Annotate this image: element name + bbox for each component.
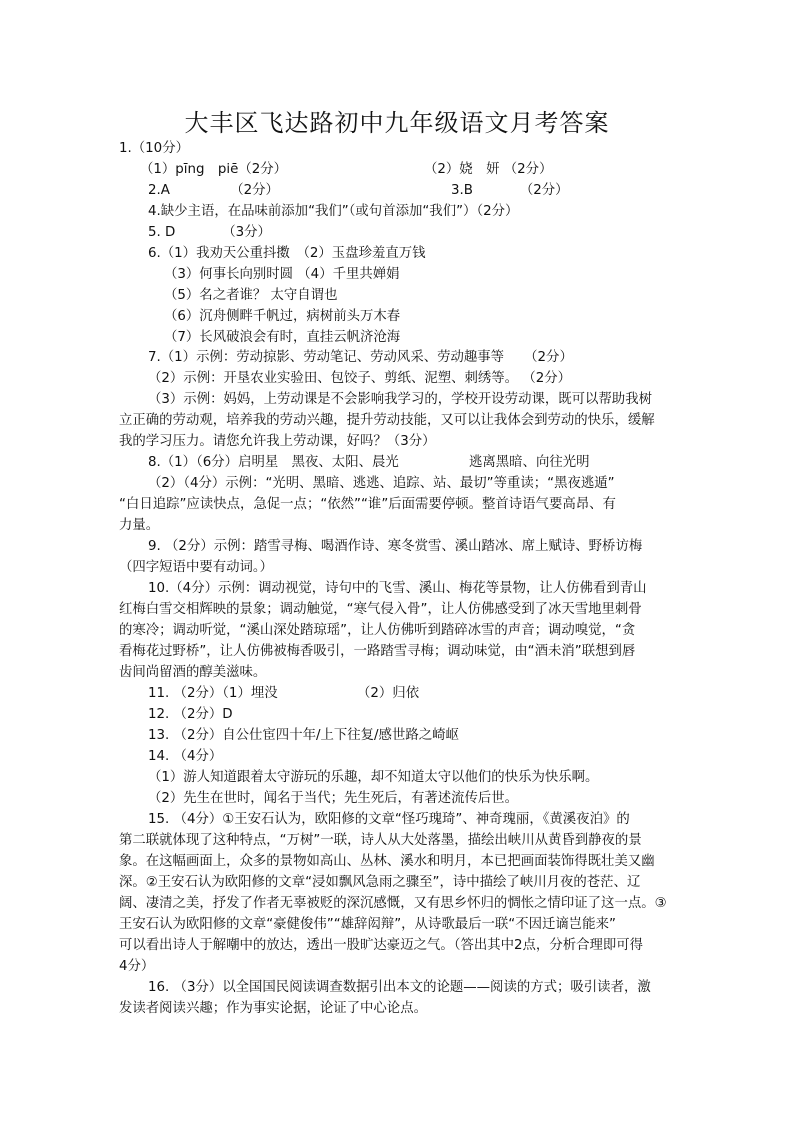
answer-line: 深。②王安石认为欧阳修的文章“浸如飘风急雨之骤至”，诗中描绘了峡川月夜的苍茫、辽 xyxy=(119,875,641,890)
answer-line: 15. （4分）①王安石认为，欧阳修的文章“怪巧瑰琦”、神奇瑰丽，《黄溪夜泊》的 xyxy=(148,812,630,827)
answer-line: （6）沉舟侧畔千帆过，病树前头万木春 xyxy=(164,309,401,324)
answer-line: （1）pīng piē（2分） xyxy=(140,162,288,177)
answer-line: “白日追踪”应读快点，急促一点；“依然”“谁”后面需要停顿。整首诗语气要高昂、有 xyxy=(119,497,616,512)
answer-line: 看梅花过野桥”，让人仿佛被梅香吸引，一路踏雪寻梅；调动味觉，由“酒未消”联想到唇 xyxy=(119,644,636,659)
answer-line: 9. （2分）示例：踏雪寻梅、喝酒作诗、寒冬赏雪、溪山踏冰、席上赋诗、野桥访梅 xyxy=(148,539,643,554)
answer-line: 逃离黑暗、向往光明 xyxy=(469,455,590,470)
answer-line: 16. （3分）以全国国民阅读调查数据引出本文的论题——阅读的方式；吸引读者，激 xyxy=(148,980,651,995)
answer-line: （2）（4分）示例：“光明、黑暗、逃逃、追踪、站、最切”等重读；“黑夜逃遁” xyxy=(148,476,615,491)
answer-line: 象。在这幅画面上，众多的景物如高山、丛林、溪水和明月，本已把画面装饰得既壮美又幽 xyxy=(119,854,655,869)
answer-line: 1.（10分） xyxy=(119,141,189,156)
answer-line: 8.（1）（6分）启明星 黑夜、太阳、晨光 xyxy=(148,455,399,470)
answer-line: 的寒冷；调动听觉，“溪山深处踏琼瑶”，让人仿佛听到踏碎冰雪的声音；调动嗅觉，“贪 xyxy=(119,623,636,638)
page-title: 大丰区飞达路初中九年级语文月考答案 xyxy=(184,109,610,137)
answer-line: （3）何事长向别时圆 （4）千里共婵娟 xyxy=(164,267,400,282)
answer-line: （2）娆 妍 （2分） xyxy=(424,162,553,177)
answer-line: （3）示例：妈妈，上劳动课是不会影响我学习的，学校开设劳动课，既可以帮助我树 xyxy=(148,392,652,407)
answer-line: 11. （2分）（1）埋没 xyxy=(148,686,278,701)
answer-line: 阔、凄清之美，抒发了作者无辜被贬的深沉感慨，又有思乡怀归的惆怅之情印证了这一点。③ xyxy=(119,896,667,911)
answer-line: 10.（4分）示例：调动视觉，诗句中的飞雪、溪山、梅花等景物，让人仿佛看到青山 xyxy=(148,581,647,596)
answer-line: 可以看出诗人于解嘲中的放达，透出一股旷达豪迈之气。（答出其中2点，分析合理即可得 xyxy=(119,938,644,953)
answer-line: 红梅白雪交相辉映的景象；调动触觉，“寒气侵入骨”，让人仿佛感受到了冰天雪地里刺骨 xyxy=(119,602,642,617)
answer-line: （5）名之者谁？ 太守自谓也 xyxy=(164,288,338,303)
answer-line: 发读者阅读兴趣；作为事实论据，论证了中心论点。 xyxy=(119,1001,427,1016)
answer-line: 7.（1）示例：劳动掠影、劳动笔记、劳动风采、劳动趣事等 （2分） xyxy=(148,350,573,365)
answer-line: 王安石认为欧阳修的文章“豪健俊伟”“雄辞闳辩”，从诗歌最后一联“不因迁谪岂能来” xyxy=(119,917,616,932)
answer-line: （2）归依 xyxy=(357,686,420,701)
answer-line: 第二联就体现了这种特点，“万树”一联，诗人从大处落墨，描绘出峡川从黄昏到静夜的景 xyxy=(119,833,642,848)
answer-line: 4.缺少主语，在品味前添加“我们”（或句首添加“我们”）（2分） xyxy=(148,204,519,219)
answer-line: （2）示例：开垦农业实验田、包饺子、剪纸、泥塑、刺绣等。 （2分） xyxy=(148,371,572,386)
answer-line: 3.B （2分） xyxy=(451,183,569,198)
answer-line: 齿间尚留酒的醇美滋味。 xyxy=(119,665,267,680)
answer-line: 5. D （3分） xyxy=(148,225,271,240)
answer-line: （四字短语中要有动词。） xyxy=(119,560,273,575)
answer-line: 14. （4分） xyxy=(148,749,223,764)
answer-line: 6.（1）我劝天公重抖擞 （2）玉盘珍羞直万钱 xyxy=(148,246,426,261)
answer-line: 12. （2分）D xyxy=(148,707,233,722)
answer-line: 立正确的劳动观，培养我的劳动兴趣，提升劳动技能，又可以让我体会到劳动的快乐，缓解 xyxy=(119,413,655,428)
answer-line: 13. （2分）自公仕宦四十年/上下往复/感世路之崎岖 xyxy=(148,728,459,743)
answer-line: 我的学习压力。请您允许我上劳动课，好吗？（3分） xyxy=(119,434,436,449)
answer-line: 4分） xyxy=(119,959,155,974)
answer-line: 2.A （2分） xyxy=(148,183,279,198)
answer-line: （7）长风破浪会有时，直挂云帆济沧海 xyxy=(164,330,401,345)
answer-line: 力量。 xyxy=(119,518,160,533)
answer-line: （2）先生在世时，闻名于当代；先生死后，有著述流传后世。 xyxy=(148,791,519,806)
answer-line: （1）游人知道跟着太守游玩的乐趣，却不知道太守以他们的快乐为快乐啊。 xyxy=(148,770,599,785)
